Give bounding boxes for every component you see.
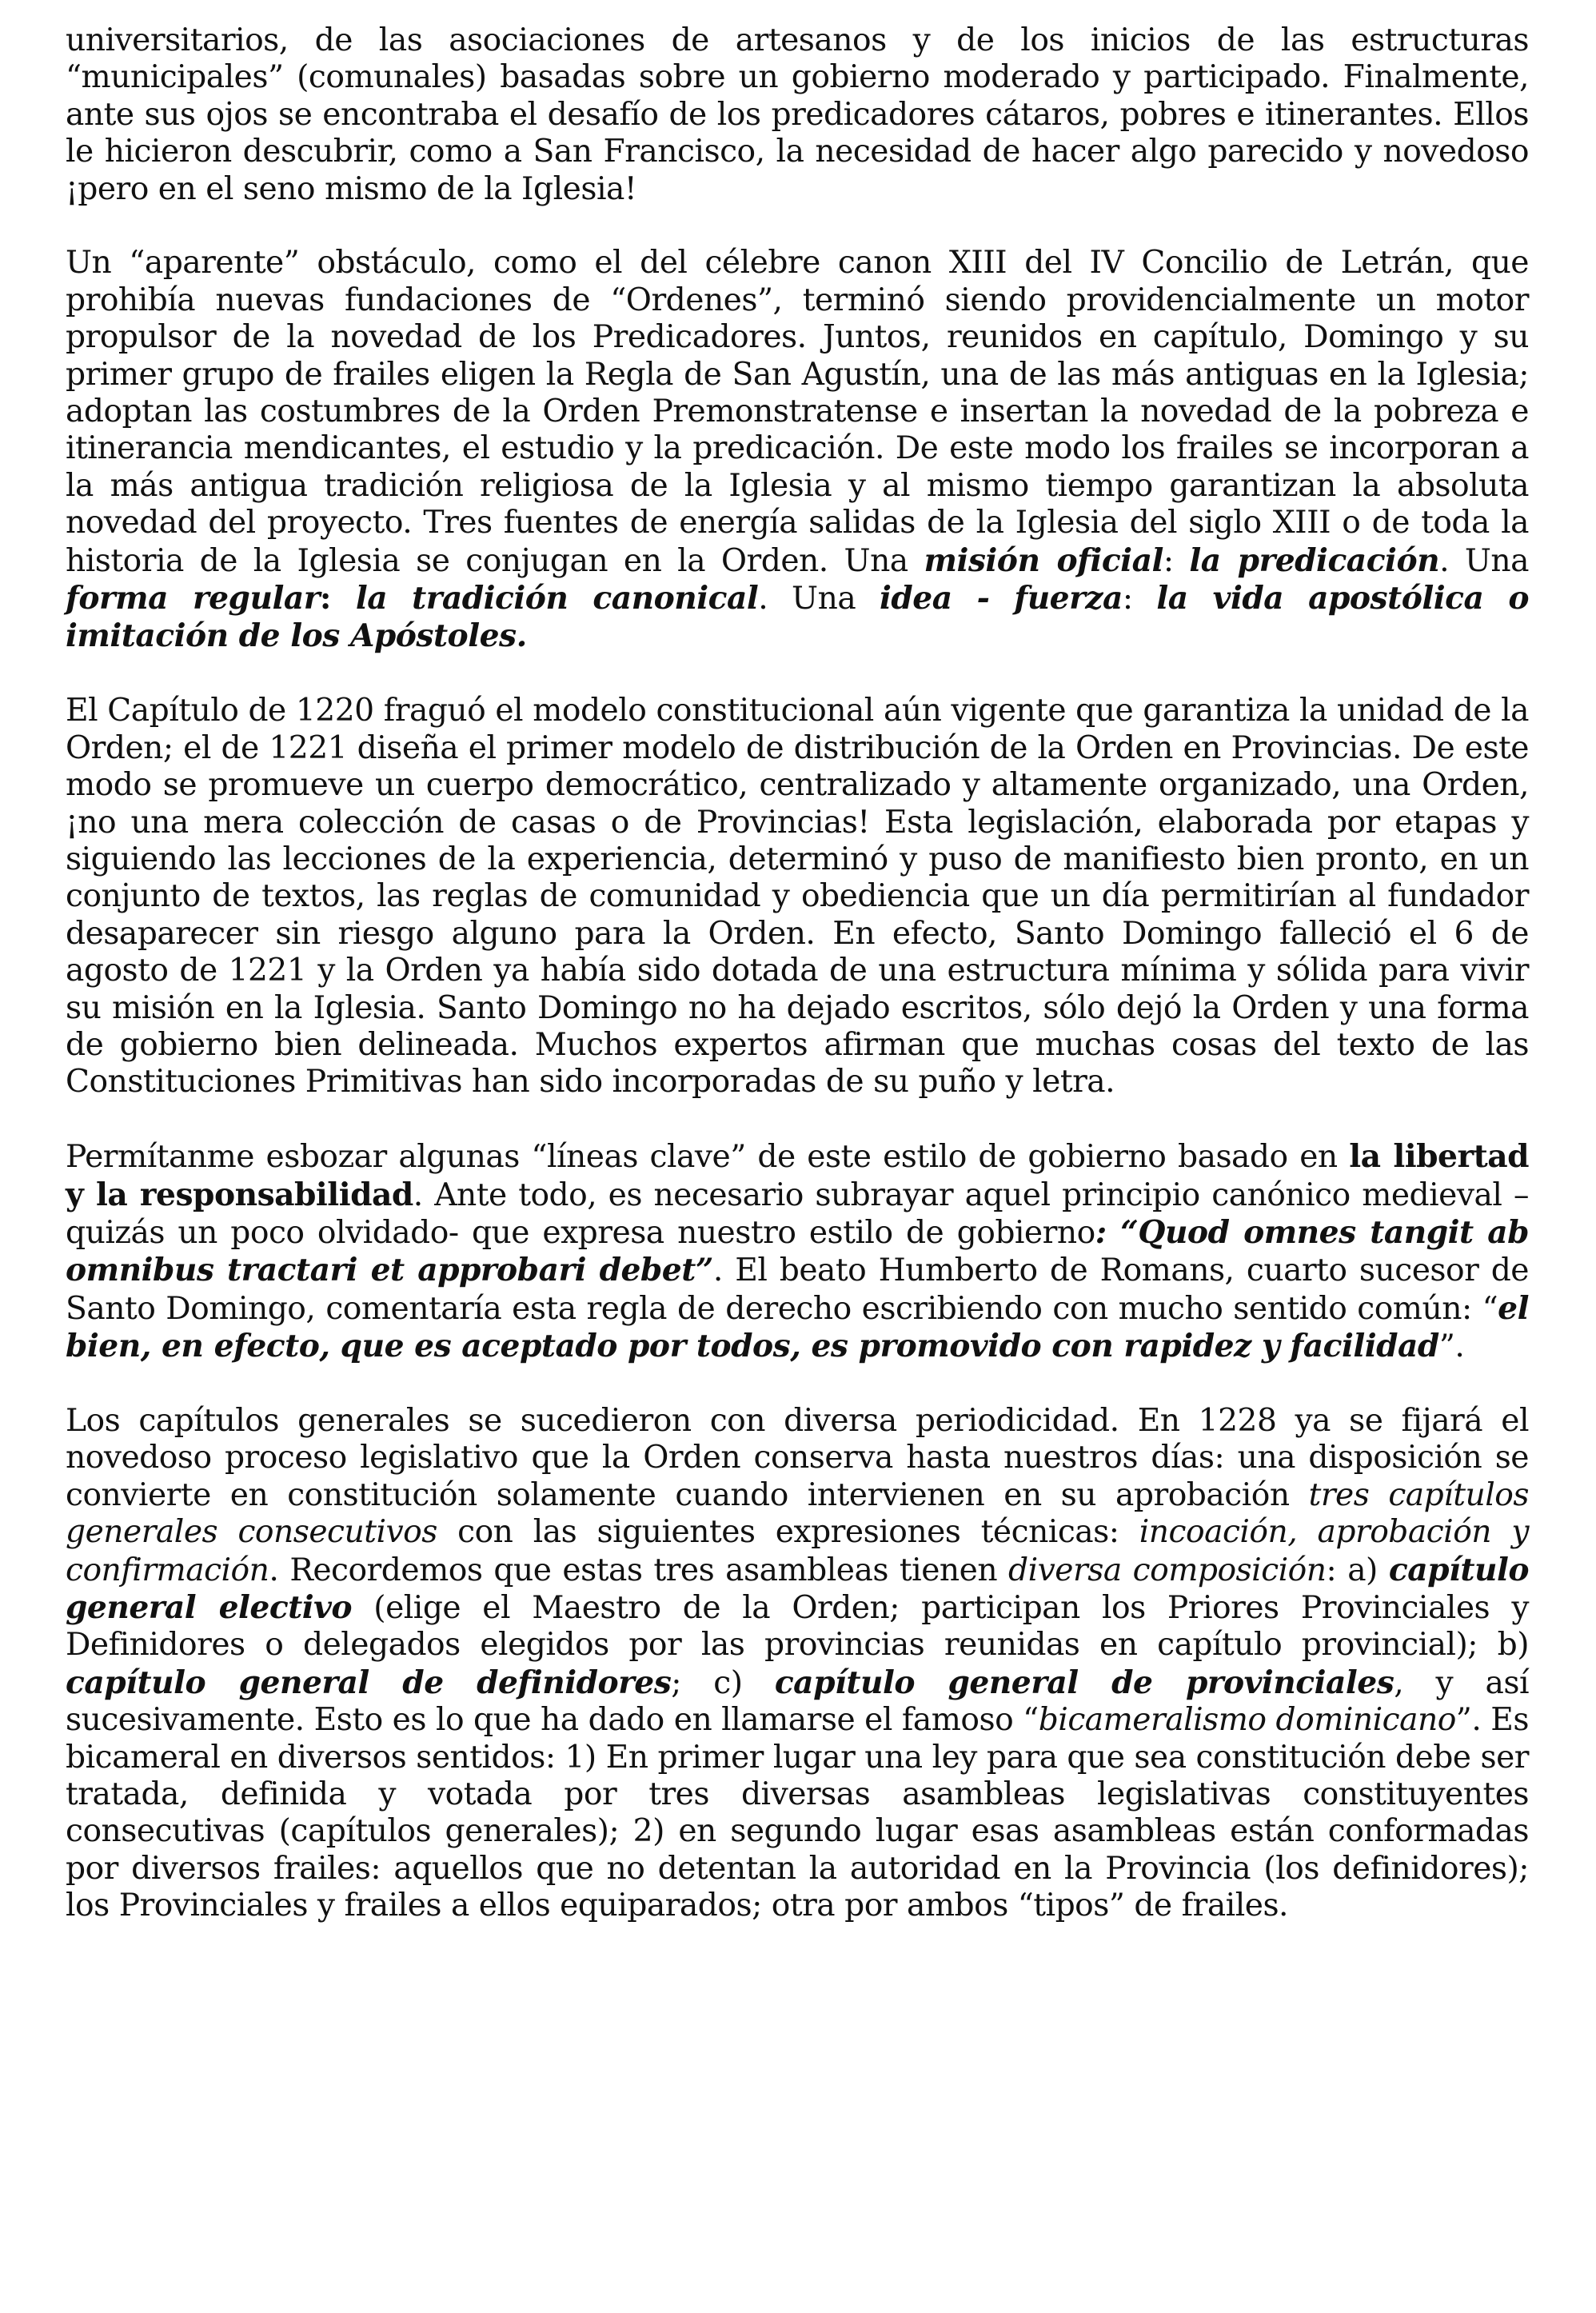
text-run: . Ante todo, es necesario subrayar aquel principio canónico medieval – quizás un poco olvidado- que expresa nuestro estilo de gobierno: [66, 1176, 1529, 1251]
text-run: :: [1163, 542, 1190, 579]
text-run: (elige el Maestro de la Orden; participan los Priores Provinciales y Definidores o delegados elegidos por las provincias reunidas en capítulo provincial); b): [66, 1590, 1529, 1664]
text-run: ; c): [671, 1664, 775, 1701]
document-page: [66, 22, 1529, 1925]
emphasis-run: : “Quod omnes tangit ab omnibus tractari et approbari debet”: [66, 1213, 1530, 1289]
text-run: ”.: [1438, 1328, 1465, 1365]
text-run: Los capítulos generales se sucedieron con diversa periodicidad. En 1228 ya se fijará el novedoso proceso legislativo que la Orden conserva hasta nuestros días: una disposición se convierte en constitución solamente cuando intervienen en su aprobación: [66, 1402, 1529, 1513]
emphasis-run: :: [319, 580, 356, 617]
emphasis-run: idea - fuerza: [879, 580, 1123, 617]
text-run: : a): [1326, 1552, 1389, 1588]
emphasis-run: la predicación: [1189, 541, 1440, 579]
emphasis-run: misión oficial: [924, 541, 1163, 579]
emphasis-run: forma regular: [66, 580, 320, 617]
emphasis-run: capítulo general de definidores: [66, 1664, 672, 1701]
text-run: . Una: [1439, 542, 1529, 579]
paragraph: [66, 1403, 1529, 1925]
emphasis-run: la libertad y la responsabilidad: [66, 1138, 1529, 1213]
text-run: , y así sucesivamente. Esto es lo que ha dado en llamarse el famoso “: [66, 1664, 1529, 1739]
text-run: . Recordemos que estas tres asambleas tienen: [269, 1552, 1009, 1588]
emphasis-run: bicameralismo dominicano: [1038, 1702, 1456, 1739]
emphasis-run: capítulo general de provinciales: [774, 1664, 1395, 1701]
paragraph: [66, 1138, 1529, 1365]
emphasis-run: capítulo general electivo: [66, 1551, 1529, 1626]
text-run: :: [1122, 581, 1157, 617]
text-run: Un “aparente” obstáculo, como el del célebre canon XIII del IV Concilio de Letrán, que prohibía nuevas fundaciones de “Ordenes”, terminó siendo providencialmente un motor propulsor de la novedad de los Predicadores. Juntos, reunidos en capítulo, Domingo y su primer grupo de frailes eligen la Regla de San Agustín, una de las más antiguas en la Iglesia; adoptan las costumbres de la Orden Premonstratense e insertan la novedad de la pobreza e itinerancia mendicantes, el estudio y la predicación. De este modo los frailes se incorporan a la más antigua tradición religiosa de la Iglesia y al mismo tiempo garantizan la absoluta novedad del proyecto. Tres fuentes de energía salidas de la Iglesia del siglo XIII o de toda la historia de la Iglesia se conjugan en la Orden. Una: [66, 245, 1529, 579]
text-run: . Una: [758, 581, 880, 617]
emphasis-run: diversa composición: [1008, 1552, 1327, 1588]
emphasis-run: tres capítulos generales consecutivos: [66, 1476, 1530, 1551]
text-run: . El beato Humberto de Romans, cuarto sucesor de Santo Domingo, comentaría esta regla de derecho escribiendo con mucho sentido común: “: [66, 1252, 1529, 1327]
emphasis-run: incoación, aprobación y confirmación: [66, 1514, 1529, 1588]
emphasis-run: la vida apostólica o imitación de los Apóstoles.: [66, 580, 1529, 655]
emphasis-run: la tradición canonical: [355, 580, 759, 617]
emphasis-run: el bien, en efecto, que es aceptado por todos, es promovido con rapidez y facilidad: [66, 1289, 1529, 1365]
paragraph: [66, 245, 1529, 655]
text-run: con las siguientes expresiones técnicas:: [437, 1514, 1139, 1551]
text-run: Permítanme esbozar algunas “líneas clave” de este estilo de gobierno basado en: [66, 1139, 1350, 1176]
paragraph: [66, 22, 1529, 208]
text-run: El Capítulo de 1220 fraguó el modelo constitucional aún vigente que garantiza la unidad de la Orden; el de 1221 diseña el primer modelo de distribución de la Orden en Provincias. De este modo se promueve un cuerpo democrático, centralizado y altamente organizado, una Orden, ¡no una mera colección de casas o de Provincias! Esta legislación, elaborada por etapas y siguiendo las lecciones de la experiencia, determinó y puso de manifiesto bien pronto, en un conjunto de textos, las reglas de comunidad y obediencia que un día permitirían al fundador desaparecer sin riesgo alguno para la Orden. En efecto, Santo Domingo falleció el 6 de agosto de 1221 y la Orden ya había sido dotada de una estructura mínima y sólida para vivir su misión en la Iglesia. Santo Domingo no ha dejado escritos, sólo dejó la Orden y una forma de gobierno bien delineada. Muchos expertos afirman que muchas cosas del texto de las Constituciones Primitivas han sido incorporadas de su puño y letra.: [66, 693, 1529, 1101]
text-run: ”. Es bicameral en diversos sentidos: 1) En primer lugar una ley para que sea constitución debe ser tratada, definida y votada por tres diversas asambleas legislativas constituyentes consecutivas (capítulos generales); 2) en segundo lugar esas asambleas están conformadas por diversos frailes: aquellos que no detentan la autoridad en la Provincia (los definidores); los Provinciales y frailes a ellos equiparados; otra por ambos “tipos” de frailes.: [66, 1702, 1529, 1924]
paragraph: [66, 693, 1529, 1101]
text-run: universitarios, de las asociaciones de artesanos y de los inicios de las estructuras “municipales” (comunales) basadas sobre un gobierno moderado y participado. Finalmente, ante sus ojos se encontraba el desafío de los predicadores cátaros, pobres e itinerantes. Ellos le hicieron descubrir, como a San Francisco, la necesidad de hacer algo parecido y novedoso ¡pero en el seno mismo de la Iglesia!: [66, 22, 1529, 207]
